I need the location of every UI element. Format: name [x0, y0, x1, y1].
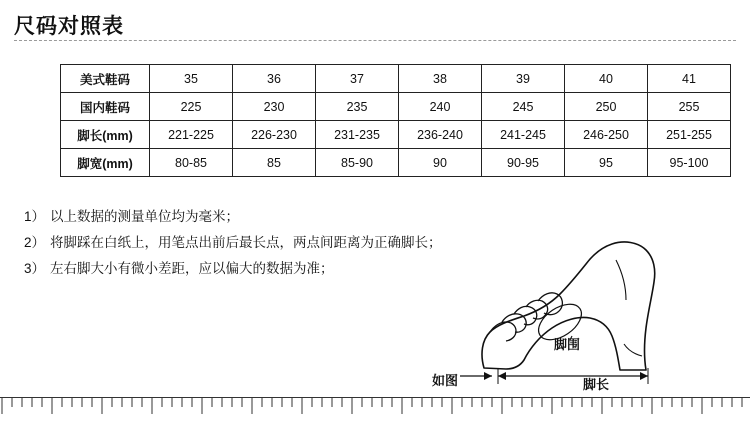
ruler-ticks-icon [0, 398, 750, 428]
table-row [61, 65, 731, 93]
table-cell: 245 [482, 93, 565, 121]
size-table [60, 64, 731, 177]
table-cell: 236-240 [399, 121, 482, 149]
table-cell: 95 [565, 149, 648, 177]
row-header: 国内鞋码 [61, 93, 150, 121]
label-as-figure: 如图 [432, 373, 459, 388]
table-cell: 230 [233, 93, 316, 121]
foot-illustration [420, 236, 740, 396]
ruler-strip [0, 397, 750, 428]
table-cell: 255 [648, 93, 731, 121]
table-cell: 251-255 [648, 121, 731, 149]
table-cell: 90 [399, 149, 482, 177]
table-row [61, 93, 731, 121]
table-row [61, 121, 731, 149]
label-foot-length: 脚长 [583, 377, 610, 392]
foot-diagram-icon [420, 236, 740, 396]
page-title: 尺码对照表 [14, 15, 124, 38]
row-header: 脚宽(mm) [61, 149, 150, 177]
note-text: 以上数据的测量单位均为毫米； [50, 209, 239, 224]
table-cell: 39 [482, 65, 565, 93]
size-table-wrapper [60, 64, 731, 177]
table-cell: 241-245 [482, 121, 565, 149]
title-divider [14, 40, 736, 41]
note-item [24, 205, 544, 229]
note-number: 2） [24, 235, 46, 250]
table-row [61, 149, 731, 177]
label-foot-girth: 脚围 [554, 337, 581, 352]
table-cell: 240 [399, 93, 482, 121]
table-cell: 90-95 [482, 149, 565, 177]
table-cell: 41 [648, 65, 731, 93]
table-cell: 95-100 [648, 149, 731, 177]
table-cell: 231-235 [316, 121, 399, 149]
table-cell: 85 [233, 149, 316, 177]
table-cell: 250 [565, 93, 648, 121]
table-cell: 40 [565, 65, 648, 93]
title-row [0, 8, 750, 38]
row-header: 脚长(mm) [61, 121, 150, 149]
table-cell: 80-85 [150, 149, 233, 177]
table-cell: 225 [150, 93, 233, 121]
note-text: 将脚踩在白纸上，用笔点出前后最长点，两点间距离为正确脚长； [50, 235, 442, 250]
table-cell: 35 [150, 65, 233, 93]
table-cell: 38 [399, 65, 482, 93]
table-cell: 235 [316, 93, 399, 121]
table-cell: 226-230 [233, 121, 316, 149]
note-number: 3） [24, 261, 46, 276]
table-cell: 37 [316, 65, 399, 93]
row-header: 美式鞋码 [61, 65, 150, 93]
table-cell: 246-250 [565, 121, 648, 149]
table-cell: 85-90 [316, 149, 399, 177]
table-cell: 221-225 [150, 121, 233, 149]
note-number: 1） [24, 209, 46, 224]
table-cell: 36 [233, 65, 316, 93]
note-text: 左右脚大小有微小差距，应以偏大的数据为准； [50, 261, 334, 276]
